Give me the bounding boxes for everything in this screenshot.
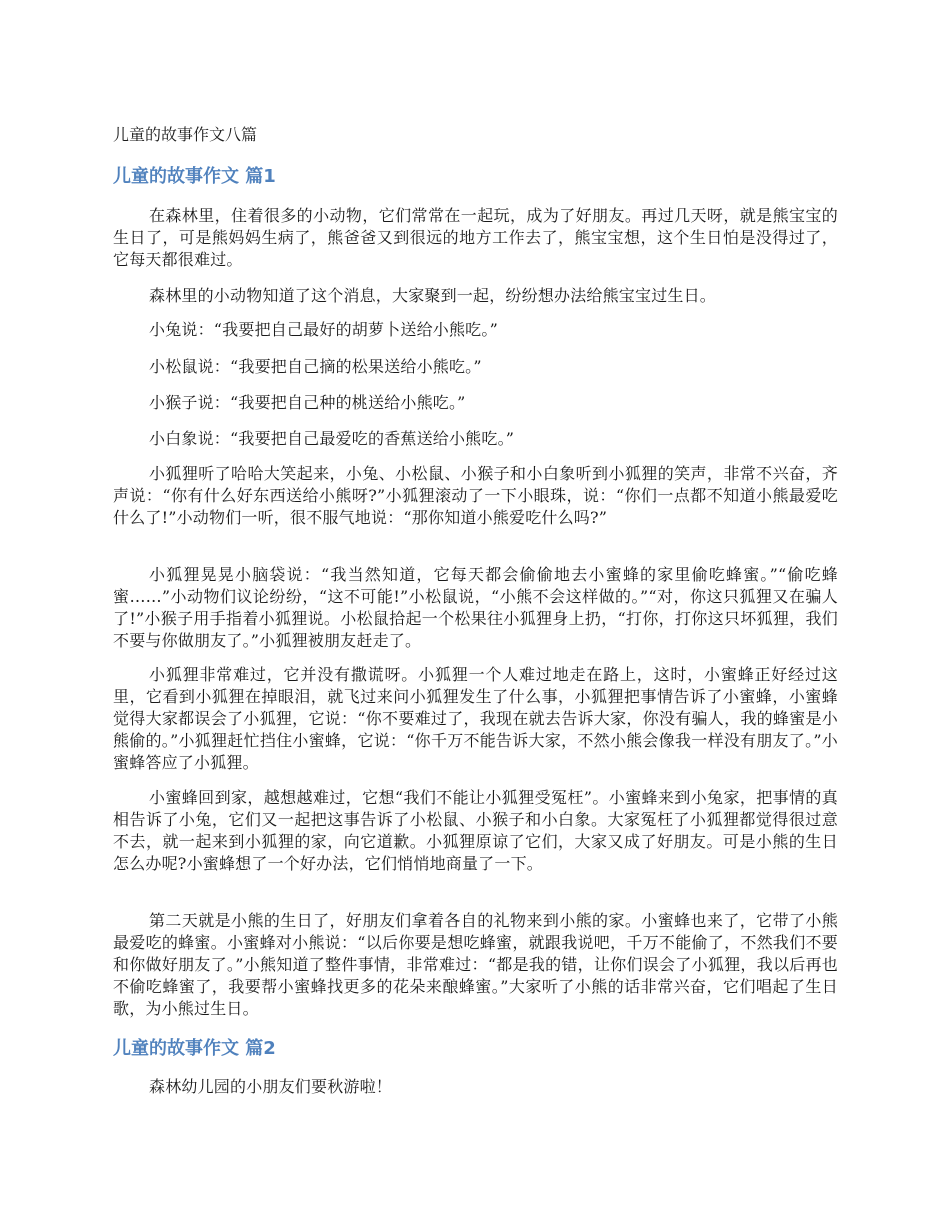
paragraph: 小狐狸听了哈哈大笑起来，小兔、小松鼠、小猴子和小白象听到小狐狸的笑声，非常不兴奋，齐声说：“你有什么好东西送给小熊呀?”小狐狸滚动了一下小眼珠，说：“你们一点都不知道小熊最爱吃什么了!”小动物们一听，很不服气地说：“那你知道小熊爱吃什么吗?”: [113, 464, 838, 527]
paragraph: 小狐狸晃晃小脑袋说：“我当然知道，它每天都会偷偷地去小蜜蜂的家里偷吃蜂蜜。”“偷吃蜂蜜……”小动物们议论纷纷，“这不可能!”小松鼠说，“小熊不会这样做的。”“对，你这只狐狸又在骗人了!”小猴子用手指着小狐狸说。小松鼠拾起一个松果往小狐狸身上扔，“打你，打你这只坏狐狸，我们不要与你做朋友了。”小狐狸被朋友赶走了。: [113, 565, 838, 650]
paragraph: 在森林里，住着很多的小动物，它们常常在一起玩，成为了好朋友。再过几天呀，就是熊宝宝的生日了，可是熊妈妈生病了，熊爸爸又到很远的地方工作去了，熊宝宝想，这个生日怕是没得过了，它每天都很难过。: [113, 206, 838, 269]
paragraph: 小蜜蜂回到家，越想越难过，它想“我们不能让小狐狸受冤枉”。小蜜蜂来到小兔家，把事情的真相告诉了小兔，它们又一起把这事告诉了小松鼠、小猴子和小白象。大家冤枉了小狐狸都觉得很过意不去，就一起来到小狐狸的家，向它道歉。小狐狸原谅了它们，大家又成了好朋友。可是小熊的生日怎么办呢?小蜜蜂想了一个好办法，它们悄悄地商量了一下。: [113, 788, 838, 873]
section-heading: 儿童的故事作文 篇1: [113, 166, 276, 187]
paragraph: 小猴子说：“我要把自己种的桃送给小熊吃。”: [149, 393, 466, 412]
document-title: 儿童的故事作文八篇: [113, 125, 258, 144]
paragraph: 小狐狸非常难过，它并没有撒谎呀。小狐狸一个人难过地走在路上，这时，小蜜蜂正好经过这里，它看到小狐狸在掉眼泪，就飞过来问小狐狸发生了什么事，小狐狸把事情告诉了小蜜蜂，小蜜蜂觉得大家都误会了小狐狸，它说：“你不要难过了，我现在就去告诉大家，你没有骗人，我的蜂蜜是小熊偷的。”小狐狸赶忙挡住小蜜蜂，它说：“你千万不能告诉大家，不然小熊会像我一样没有朋友了。”小蜜蜂答应了小狐狸。: [113, 665, 838, 772]
paragraph: 小松鼠说：“我要把自己摘的松果送给小熊吃。”: [149, 357, 482, 376]
paragraph: 第二天就是小熊的生日了，好朋友们拿着各自的礼物来到小熊的家。小蜜蜂也来了，它带了小熊最爱吃的蜂蜜。小蜜蜂对小熊说：“以后你要是想吃蜂蜜，就跟我说吧，千万不能偷了，不然我们不要和你做好朋友了。”小熊知道了整件事情，非常难过：“都是我的错，让你们误会了小狐狸，我以后再也不偷吃蜂蜜了，我要帮小蜜蜂找更多的花朵来酿蜂蜜。”大家听了小熊的话非常兴奋，它们唱起了生日歌，为小熊过生日。: [113, 911, 838, 1018]
paragraph: 小白象说：“我要把自己最爱吃的香蕉送给小熊吃。”: [149, 429, 515, 448]
section-heading: 儿童的故事作文 篇2: [113, 1038, 276, 1059]
paragraph: 森林幼儿园的小朋友们要秋游啦！: [149, 1077, 393, 1096]
paragraph: 森林里的小动物知道了这个消息，大家聚到一起，纷纷想办法给熊宝宝过生日。: [149, 286, 717, 305]
paragraph: 小兔说：“我要把自己最好的胡萝卜送给小熊吃。”: [149, 320, 498, 339]
